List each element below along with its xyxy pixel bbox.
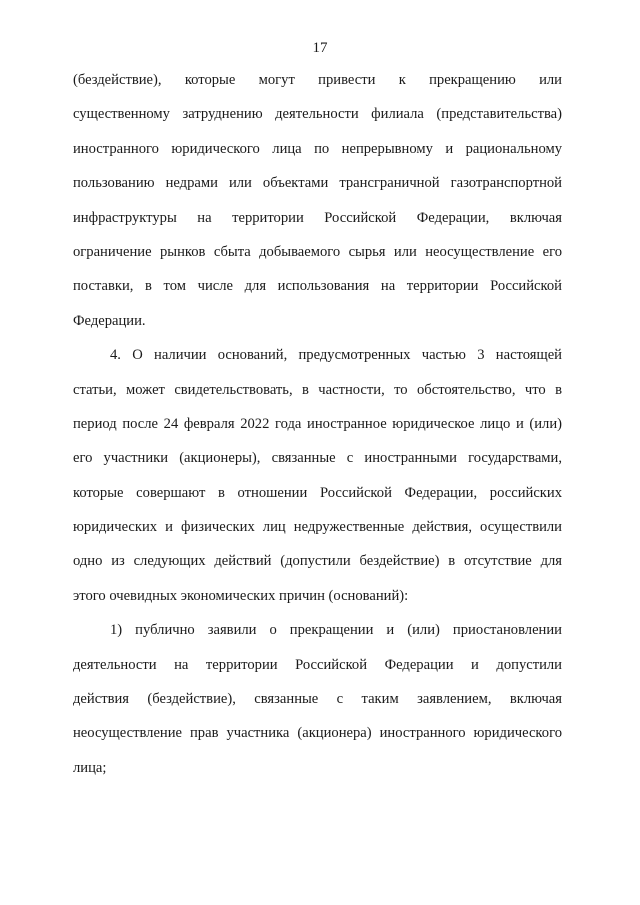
- text-line: одно из следующих действий (допустили бездействие) в отсутствие для: [73, 553, 562, 570]
- text-line: 1) публично заявили о прекращении и (или) приостановлении: [110, 622, 562, 639]
- text-line: Федерации.: [73, 312, 146, 329]
- text-line: пользованию недрами или объектами трансграничной газотранспортной: [73, 175, 562, 192]
- text-line: которые совершают в отношении Российской Федерации, российских: [73, 484, 562, 501]
- page-number: 17: [312, 40, 328, 56]
- text-line: его участники (акционеры), связанные с иностранными государствами,: [73, 450, 562, 467]
- text-line: ограничение рынков сбыта добываемого сырья или неосуществление его: [73, 243, 562, 260]
- text-line: деятельности на территории Российской Федерации и допустили: [73, 656, 562, 673]
- text-line: юридических и физических лиц недружественные действия, осуществили: [73, 519, 562, 536]
- text-line: 4. О наличии оснований, предусмотренных частью 3 настоящей: [110, 347, 562, 364]
- paragraph-continuation: [73, 70, 562, 345]
- paragraph-item-4: [73, 345, 562, 620]
- paragraph-subitem-1: [73, 620, 562, 792]
- text-line: лица;: [73, 759, 107, 776]
- text-line: статьи, может свидетельствовать, в частности, то обстоятельство, что в: [73, 381, 562, 398]
- text-line: этого очевидных экономических причин (оснований):: [73, 587, 409, 604]
- text-line: существенному затруднению деятельности филиала (представительства): [73, 106, 562, 123]
- text-line: (бездействие), которые могут привести к прекращению или: [73, 72, 562, 88]
- text-line: неосуществление прав участника (акционера) иностранного юридического: [73, 725, 562, 742]
- text-line: инфраструктуры на территории Российской Федерации, включая: [73, 209, 562, 226]
- text-line: поставки, в том числе для использования на территории Российской: [73, 278, 562, 295]
- document-body: [73, 70, 562, 792]
- text-line: период после 24 февраля 2022 года иностранное юридическое лицо и (или): [73, 415, 562, 432]
- text-line: иностранного юридического лица по непрерывному и рациональному: [73, 140, 562, 157]
- text-line: действия (бездействие), связанные с таким заявлением, включая: [73, 691, 562, 708]
